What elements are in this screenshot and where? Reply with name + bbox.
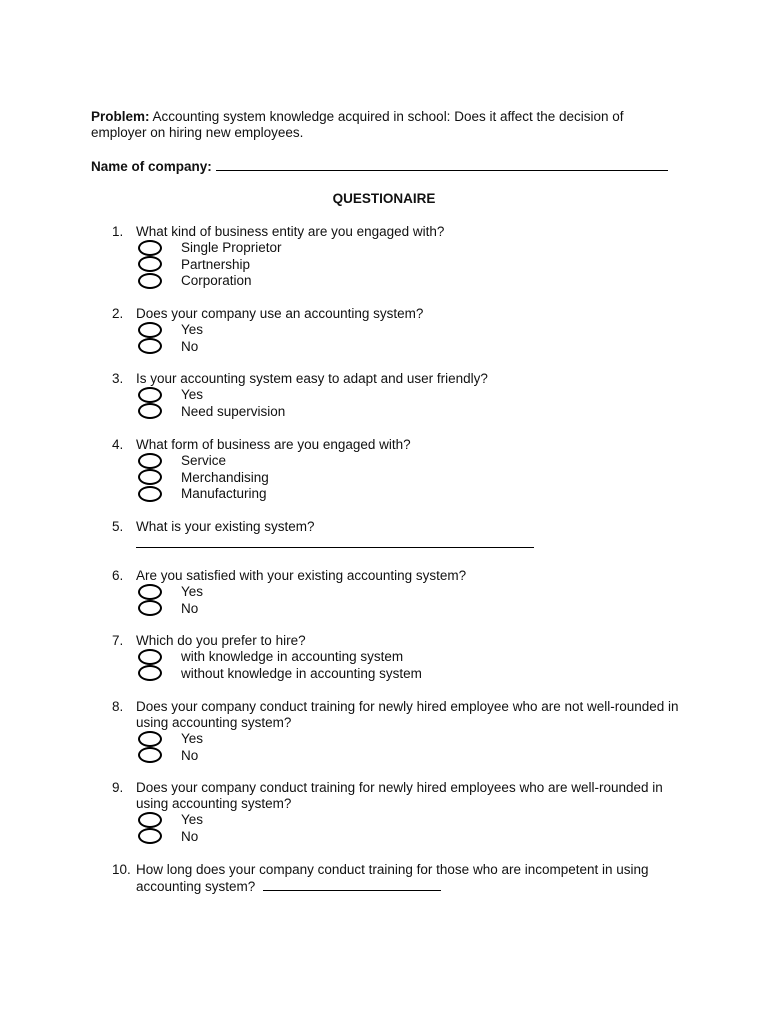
question-text: What kind of business entity are you engaged with? (136, 224, 445, 239)
question-text: Does your company use an accounting system? (136, 306, 424, 321)
page-title: QUESTIONAIRE (332, 191, 436, 206)
radio-circle[interactable] (138, 665, 162, 681)
company-name-field[interactable] (216, 158, 668, 171)
question-10 (112, 862, 692, 895)
training-duration-answer-field[interactable] (263, 878, 441, 891)
question-text: Are you satisfied with your existing accounting system? (136, 568, 467, 583)
option-label: Merchandising (181, 469, 269, 485)
radio-circle[interactable] (138, 256, 162, 272)
radio-circle[interactable] (138, 338, 162, 354)
question-6 (112, 568, 692, 617)
option-radios (138, 239, 162, 289)
option-label: Yes (181, 387, 204, 402)
question-number: 4. (112, 437, 124, 452)
option-label: Service (181, 453, 227, 468)
radio-circle[interactable] (138, 453, 162, 469)
option-label: Yes (181, 731, 204, 746)
option-radios (138, 730, 162, 763)
option-radios (138, 811, 162, 844)
option-label: Yes (181, 322, 204, 337)
radio-circle[interactable] (138, 584, 162, 600)
option-label: No (181, 600, 199, 616)
question-8 (112, 699, 692, 764)
option-radios (138, 452, 162, 502)
question-number: 2. (112, 306, 124, 321)
question-text: What is your existing system? (136, 519, 315, 534)
option-label: Yes (181, 584, 204, 599)
question-text: Does your company conduct training for newly hired employee who are not well-rounded in using accounting system? (136, 699, 679, 730)
option-label: Yes (181, 812, 204, 827)
problem-label: Problem: (91, 109, 150, 124)
question-text: How long does your company conduct training for those who are incompetent in using accounting system? (136, 862, 649, 894)
option-label: with knowledge in accounting system (181, 649, 404, 664)
radio-circle[interactable] (138, 469, 162, 485)
question-text: Does your company conduct training for newly hired employees who are well-rounded in using accounting system? (136, 780, 663, 811)
question-number: 6. (112, 568, 124, 583)
radio-circle[interactable] (138, 322, 162, 338)
option-label: Manufacturing (181, 486, 267, 501)
question-text: What form of business are you engaged with? (136, 437, 411, 452)
radio-circle[interactable] (138, 649, 162, 665)
problem-text: Accounting system knowledge acquired in school: Does it affect the decision of employer on hiring new employees. (91, 109, 624, 140)
option-label: No (181, 338, 199, 354)
option-label: Single Proprietor (181, 240, 282, 255)
problem-statement (91, 109, 651, 141)
question-1 (112, 224, 692, 290)
option-radios (138, 648, 162, 681)
radio-circle[interactable] (138, 812, 162, 828)
question-5 (112, 519, 692, 549)
option-label: Corporation (181, 273, 252, 288)
radio-circle[interactable] (138, 828, 162, 844)
option-label: No (181, 828, 199, 844)
radio-circle[interactable] (138, 731, 162, 747)
existing-system-answer-field[interactable] (136, 535, 534, 548)
option-radios (138, 321, 162, 354)
radio-circle[interactable] (138, 240, 162, 256)
question-text: Is your accounting system easy to adapt and user friendly? (136, 371, 488, 386)
question-number: 8. (112, 699, 124, 714)
question-number: 7. (112, 633, 124, 648)
question-3 (112, 371, 692, 420)
question-2 (112, 306, 692, 355)
option-radios (138, 386, 162, 419)
question-number: 10. (112, 862, 131, 877)
question-number: 1. (112, 224, 124, 239)
company-label: Name of company: (91, 159, 212, 174)
company-name-line (91, 158, 668, 175)
radio-circle[interactable] (138, 387, 162, 403)
option-label: Need supervision (181, 403, 286, 419)
question-9 (112, 780, 692, 845)
radio-circle[interactable] (138, 600, 162, 616)
question-number: 3. (112, 371, 124, 386)
option-label: Partnership (181, 256, 251, 272)
radio-circle[interactable] (138, 273, 162, 289)
option-label: without knowledge in accounting system (181, 665, 422, 681)
radio-circle[interactable] (138, 747, 162, 763)
question-number: 9. (112, 780, 124, 795)
question-7 (112, 633, 692, 682)
question-number: 5. (112, 519, 124, 534)
question-4 (112, 437, 692, 503)
option-label: No (181, 747, 199, 763)
option-radios (138, 583, 162, 616)
radio-circle[interactable] (138, 486, 162, 502)
question-text: Which do you prefer to hire? (136, 633, 306, 648)
radio-circle[interactable] (138, 403, 162, 419)
